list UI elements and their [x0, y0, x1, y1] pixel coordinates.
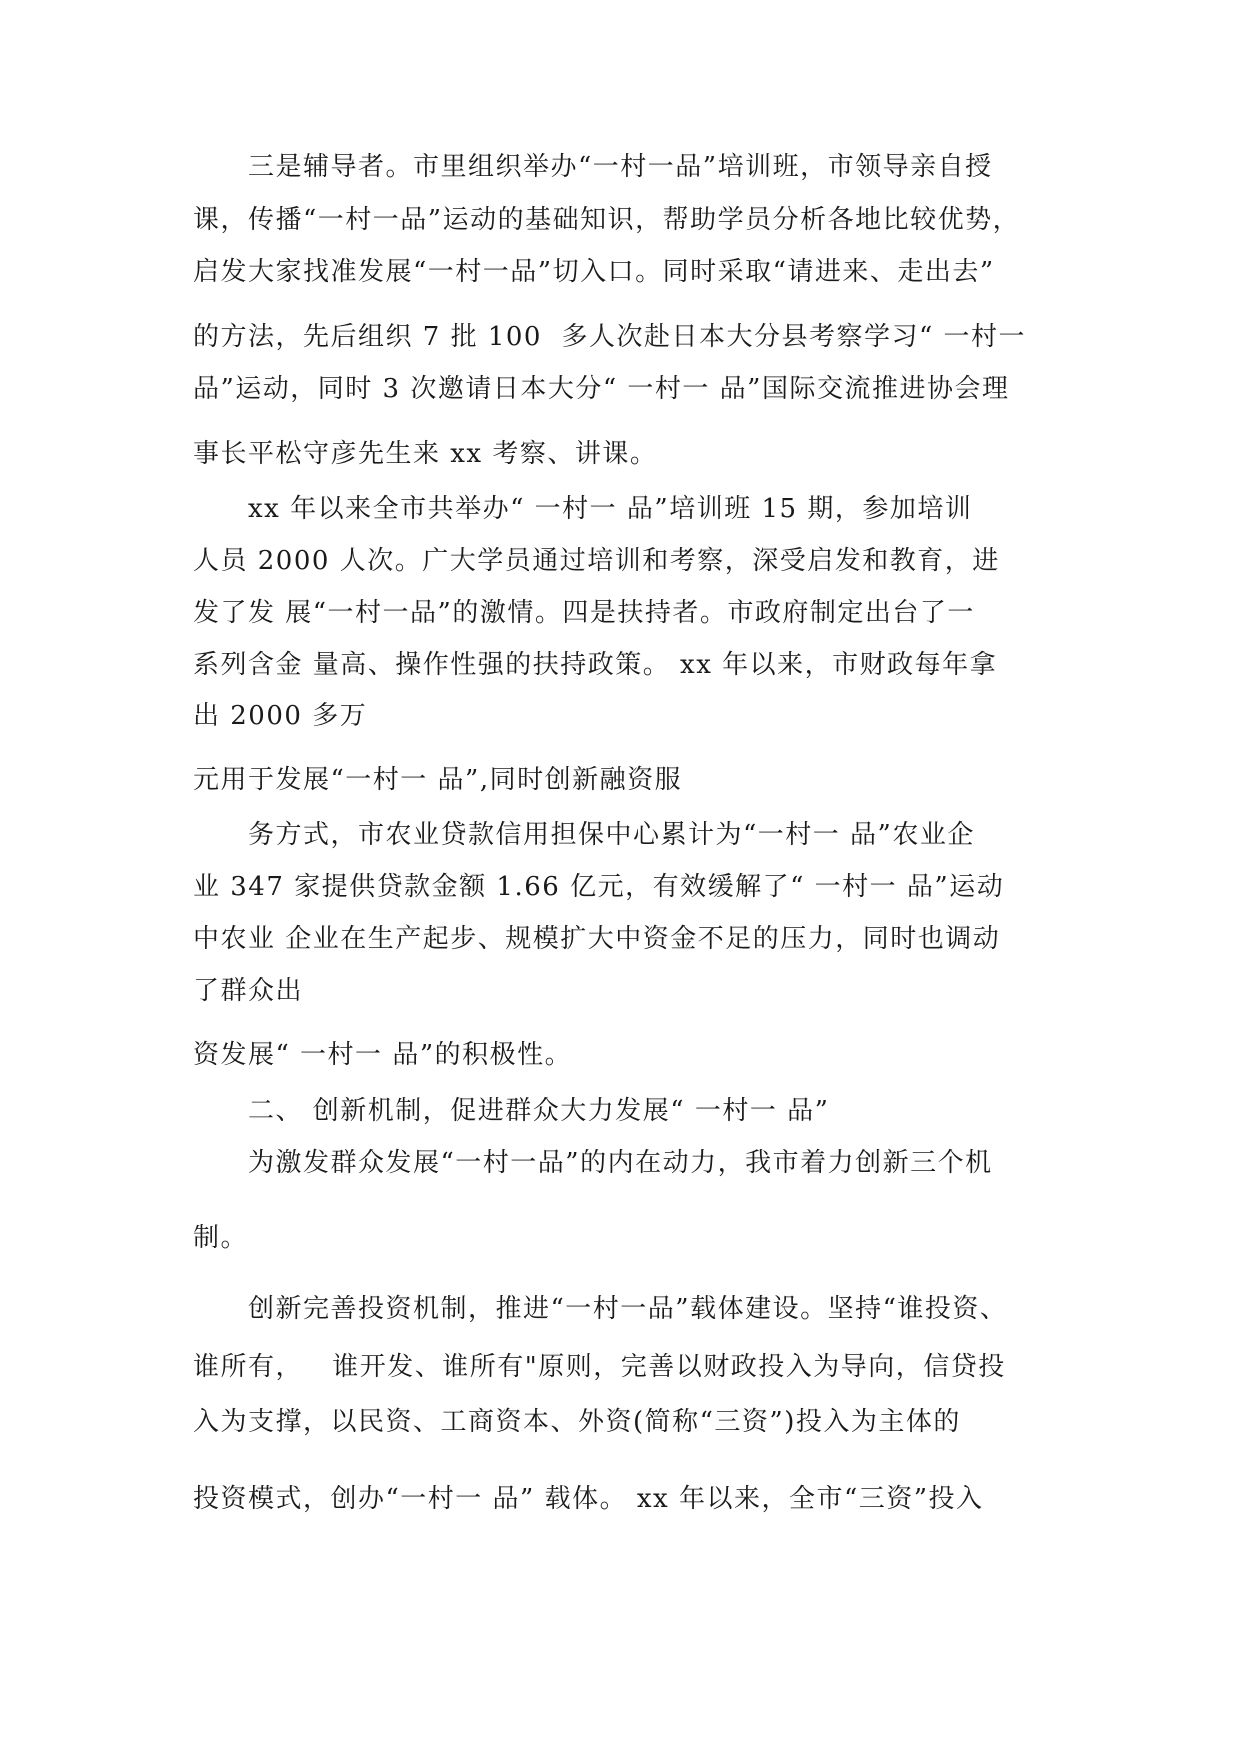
paragraph-line: 出 2000 多万: [193, 701, 368, 731]
paragraph-line: 投资模式，创办“一村一 品” 载体。 xx 年以来，全市“三资”投入: [193, 1484, 984, 1514]
paragraph-line: 人员 2000 人次。广大学员通过培训和考察，深受启发和教育，进: [193, 546, 1000, 576]
paragraph-line: 为激发群众发展“一村一品”的内在动力，我市着力创新三个机: [248, 1148, 993, 1178]
paragraph-line: 品”运动，同时 3 次邀请日本大分“ 一村一 品”国际交流推进协会理: [193, 374, 1010, 404]
paragraph-line: 元用于发展“一村一 品”,同时创新融资服: [193, 765, 683, 795]
paragraph-line: 业 347 家提供贷款金额 1.66 亿元，有效缓解了“ 一村一 品”运动: [193, 872, 1005, 902]
paragraph-line: 发了发 展“一村一品”的激情。四是扶持者。市政府制定出台了一: [193, 598, 975, 628]
paragraph-line: 的方法，先后组织 7 批 100 多人次赴日本大分县考察学习“ 一村一: [193, 322, 1027, 352]
paragraph-line: 创新完善投资机制，推进“一村一品”载体建设。坚持“谁投资、: [248, 1294, 1008, 1324]
paragraph-line: 中农业 企业在生产起步、规模扩大中资金不足的压力，同时也调动: [193, 924, 1001, 954]
paragraph-line: 三是辅导者。市里组织举办“一村一品”培训班，市领导亲自授: [248, 152, 993, 182]
paragraph-line: 制。: [193, 1223, 249, 1253]
section-heading: 二、 创新机制，促进群众大力发展“ 一村一 品”: [248, 1096, 830, 1126]
paragraph-line: 谁所有， 谁开发、谁所有"原则，完善以财政投入为导向，信贷投: [193, 1352, 1006, 1382]
paragraph-line: 了群众出: [193, 976, 304, 1006]
paragraph-line: 课，传播“一村一品”运动的基础知识，帮助学员分析各地比较优势，: [193, 205, 1021, 235]
paragraph-line: xx 年以来全市共举办“ 一村一 品”培训班 15 期，参加培训: [248, 494, 973, 524]
paragraph-line: 启发大家找准发展“一村一品”切入口。同时采取“请进来、走出去”: [193, 257, 995, 287]
paragraph-line: 资发展“ 一村一 品”的积极性。: [193, 1040, 573, 1070]
paragraph-line: 入为支撑，以民资、工商资本、外资(简称“三资”)投入为主体的: [193, 1407, 961, 1437]
paragraph-line: 务方式，市农业贷款信用担保中心累计为“一村一 品”农业企: [248, 820, 975, 850]
paragraph-line: 系列含金 量高、操作性强的扶持政策。 xx 年以来，市财政每年拿: [193, 650, 998, 680]
paragraph-line: 事长平松守彦先生来 xx 考察、讲课。: [193, 439, 658, 469]
